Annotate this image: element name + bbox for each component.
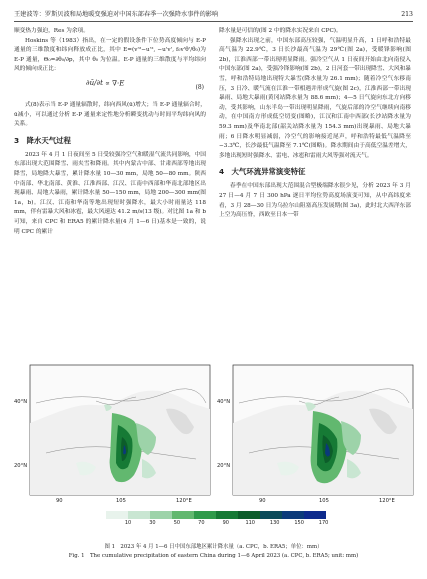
- colorbar-tick: 30: [149, 520, 156, 526]
- colorbar-tick: 110: [245, 520, 255, 526]
- colorbar-tick: 170: [318, 520, 329, 526]
- paragraph: 降水量是可信的(图 2 中的降水实况来自 CPC)。: [219, 28, 342, 34]
- equation-rhs: ∝ ∇·E: [105, 79, 125, 88]
- section-heading: 3 降水天气过程: [14, 135, 71, 145]
- colorbar-segment: [172, 511, 194, 519]
- lon-label: 105: [319, 498, 329, 504]
- header-authors-title: 王建波等：罗斯贝波和局地暖变强迫对中国东部春季一次强降水事件的影响: [14, 11, 219, 18]
- figure-caption-en: Fig. 1 The cumulative precipitation of eastern China during 1—6 April 2023 (a. CPC, b. ERA5; unit: mm): [68, 553, 359, 559]
- map-b-graphic: [219, 363, 415, 509]
- colorbar-segment: [216, 511, 238, 519]
- colorbar-tick: 90: [222, 520, 229, 526]
- equation-number: (8): [195, 83, 204, 91]
- lon-label: 90: [259, 498, 266, 504]
- colorbar-tick: 50: [173, 520, 181, 526]
- paragraph: 春季在中国东部出现大范围混合型极端降水很少见，分析 2023 年 3 月 27 日—4 月 7 日 300 hPa 逐日平均位势高度场演变可知，从中高纬度来看，3 月 28—30 日为乌拉尔山阻塞高压发展期(图 3a)，此时北大西洋东部上空为高压脊，西欧至日本一带: [219, 183, 411, 219]
- colorbar-segment: [282, 511, 304, 519]
- lon-label: 105: [116, 498, 126, 504]
- colorbar: [106, 511, 326, 519]
- figure-1: [14, 363, 413, 541]
- left-column: [14, 27, 206, 237]
- precip-map-era5: [219, 363, 415, 509]
- page-number: 213: [401, 11, 413, 18]
- colorbar-tick: 130: [269, 520, 280, 526]
- colorbar-segment: [150, 511, 172, 519]
- lon-label: 120°E: [379, 498, 395, 504]
- lat-label: 20°N: [14, 463, 28, 469]
- colorbar-segment: [128, 511, 150, 519]
- colorbar-ticks: [92, 520, 342, 528]
- colorbar-segment: [194, 511, 216, 519]
- right-column: [219, 27, 411, 221]
- lon-label: 90: [56, 498, 63, 504]
- colorbar-tick: 10: [124, 520, 132, 526]
- paragraph: 强降水出现之前，中国东部高压较强，气温明显升高，1 日呼和浩特最高气温为 22.9℃，3 日长沙最高气温为 29℃(图 2a)，受暖锋影响(图 2b)，江淮西部一带出现明显降雨。强冷空气从 1 日夜间开始由北向南侵入中国东部(图 2a)，受强冷锋影响(图 2b)，2 日河套一带出现降雪、大风和暴雪，呼和浩特局地出现特大暴雪(降水量为 26.1 mm)；随着冷空气东移南压，3 日冷、暖气流在江淮一带相遇并形成气旋(图 2c)，江淮西部一带出现暴雨、局地大暴雨(黄冈站降水量为 88.6 mm)；4—5 日气旋向东北方向移动，受其影响，山东半岛一带出现明显降雨，气旋后部的冷空气继续向南移动，在中国南方形成低空切变(图略)，江汉和江南中西部(长沙站降水量为 59.3 mm)及华南北部(韶关站降水量为 154.3 mm)出现暴雨、局地大暴雨；6 日降水明显减弱，冷空气的影响接近尾声，呼和浩特最低气温降至−3.3℃，长沙最低气温降至 7.1℃(图略)。降水期间由于高低空温差增大，多地出现短时强降水、雷电、冰雹和雷雨大风等强对流天气。: [219, 37, 411, 159]
- lon-label: 120°E: [176, 498, 192, 504]
- paragraph: 2023 年 4 月 1 日夜间至 5 日受较强冷空气和暖湿气流共同影响，中国东部出现大范围降雪、雨夹雪和降雨。其中内蒙古中部、甘肃西部等地出现降雪，局地降大暴雪，累计降水量 10—30 mm，局地 50—80 mm。陕西中南部、华北南部、黄淮、江淮西部、江汉、江南中西部和华南北部地区出现暴雨、局地大暴雨，累计降水量 50—150 mm，局地 200—300 mm(图 1a，b)。江汉、江南和华南等地出现短时强降水，最大小时雨量达 118 mm，伴有雷暴大风和冰雹，最大风速达 41.2 m/s(13 级)。对比图 1a 和 b 可知，来自 CPC 和 ERA5 的累计降水量(4 月 1—6 日)基本是一致的，说明 CPC 的累计: [14, 151, 206, 235]
- colorbar-segment: [106, 511, 128, 519]
- equation-lhs: ∂ū/∂t: [86, 78, 103, 87]
- colorbar-segment: [260, 511, 282, 519]
- section-heading: 4 大气环流异常演变特征: [219, 167, 306, 177]
- paragraph: Hoskins 等（1983）指出，在一定的假设条件下位势高度倾向与 E-P 通量的三维散度和纬向释放成正比，其中 E=(v'²−u'², −u'v', f₀v'θ'/θ₀)为 E-P 通量，Θ₀=∂θ₀/∂p，其中 θ₀ 为位温。E-P 通量的三维散度与平均纬向风的倾向成正比：: [14, 37, 206, 73]
- colorbar-tick: 150: [294, 520, 304, 526]
- colorbar-segment: [304, 511, 326, 519]
- colorbar-tick: 70: [198, 520, 205, 526]
- equation-8: [14, 77, 206, 99]
- map-a-graphic: [16, 363, 212, 509]
- figure-caption-cn: 图 1 2023 年 4 月 1—6 日中国东部地区累计降水量（a. CPC，b. ERA5；单位：mm）: [104, 544, 323, 550]
- lat-label: 40°N: [217, 399, 231, 405]
- paragraph: 顺变热力强迫，Res 为余项。: [14, 28, 89, 34]
- running-header: [14, 9, 413, 22]
- paragraph: 式(8)表示当 E-P 通量辐散时，纬向西风(ū)增大；当 E-P 通量辐合时，ū减小，可以通过分析 E-P 通量来定性地分析瞬变扰动与时间平均纬向风的关系。: [14, 101, 206, 128]
- lat-label: 40°N: [14, 399, 28, 405]
- colorbar-segment: [238, 511, 260, 519]
- precip-map-cpc: [16, 363, 212, 509]
- lat-label: 20°N: [217, 463, 231, 469]
